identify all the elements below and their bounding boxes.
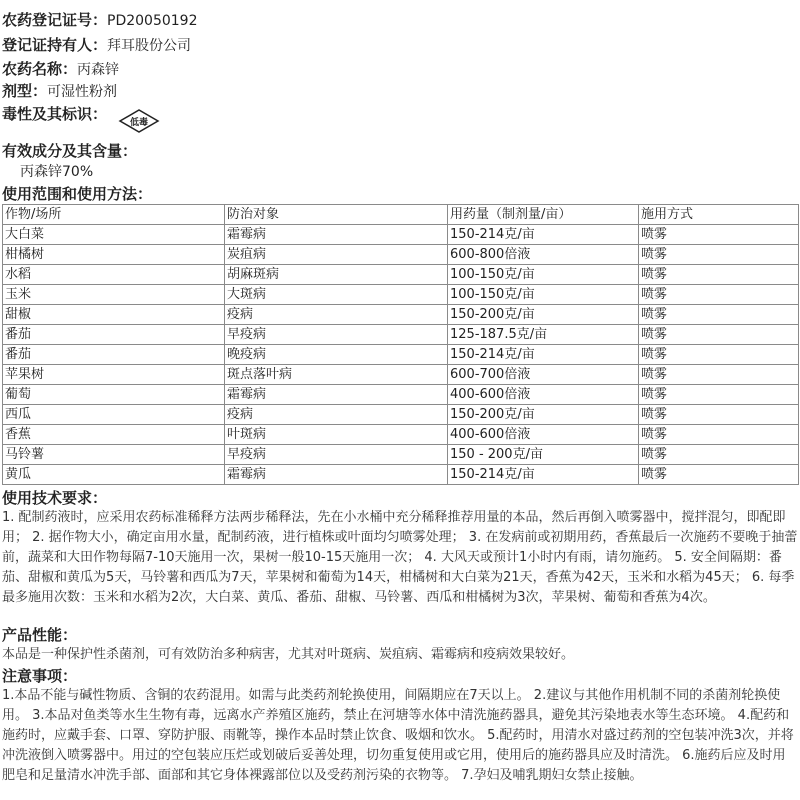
cell-dosage: 100-150克/亩 <box>448 265 639 285</box>
cell-dosage: 150-200克/亩 <box>448 405 639 425</box>
registration-holder-value: 拜耳股份公司 <box>107 38 192 54</box>
cell-target: 霜霉病 <box>225 465 448 485</box>
cell-method: 喷雾 <box>639 445 799 465</box>
usage-table-header-row <box>3 205 799 225</box>
table-row <box>3 245 799 265</box>
cell-method: 喷雾 <box>639 365 799 385</box>
performance-text: 本品是一种保护性杀菌剂，可有效防治多种病害，尤其对叶斑病、炭疽病、霜霉病和疫病效果较好。 <box>2 647 575 662</box>
cell-method: 喷雾 <box>639 305 799 325</box>
technique-text: 1. 配制药液时，应采用农药标准稀释方法两步稀释法，先在小水桶中充分稀释推荐用量的本品，然后再倒入喷雾器中，搅拌混匀，即配即用； 2. 据作物大小，确定亩用水量，配制药液，进行植株或叶面均匀喷雾处理； 3. 在发病前或初期用药，香蕉最后一次施药不要晚于抽蕾前，蔬菜和大田作物每隔7-10天施用一次，果树一般10-15天施用一次； 4. 大风天或预计1小时内有雨，请勿施药。 5. 安全间隔期：番茄、甜椒和黄瓜为5天，马铃薯和西瓜为7天，苹果树和葡萄为14天，柑橘树和大白菜为21天，香蕉为42天，玉米和水稻为45天； 6. 每季最多施用次数：玉米和水稻为2次，大白菜、黄瓜、番茄、甜椒、马铃薯、西瓜和柑橘树为3次，苹果树、葡萄和香蕉为4次。 <box>2 510 798 605</box>
cell-target: 早疫病 <box>225 445 448 465</box>
cell-crop: 番茄 <box>3 345 225 365</box>
pesticide-name-label: 农药名称： <box>2 60 78 78</box>
table-row <box>3 425 799 445</box>
cell-method: 喷雾 <box>639 245 799 265</box>
cell-target: 疫病 <box>225 305 448 325</box>
notes-text: 1.本品不能与碱性物质、含铜的农药混用。如需与此类药剂轮换使用，间隔期应在7天以上。 2.建议与其他作用机制不同的杀菌剂轮换使用。 3.本品对鱼类等水生生物有毒，远离水产养殖区施药，禁止在河塘等水体中清洗施药器具，避免其污染地表水等生态环境。 4.配药和施药时，应戴手套、口罩、穿防护服、雨靴等，操作本品时禁止饮食、吸烟和饮水。 5.配药时，用清水对盛过药剂的空包装冲洗3次，并将冲洗液倒入喷雾器中。用过的空包装应压烂或划破后妥善处理，切勿重复使用或它用，使用后的施药器具应及时清洗。 6.施药后应及时用肥皂和足量清水冲洗手部、面部和其它身体裸露部位以及受药剂污染的衣物等。 7.孕妇及哺乳期妇女禁止接触。 <box>2 688 794 783</box>
column-header-dosage: 用药量（制剂量/亩） <box>448 205 639 225</box>
ingredient-value: 丙森锌70% <box>20 164 94 180</box>
cell-crop: 柑橘树 <box>3 245 225 265</box>
cell-dosage: 150-200克/亩 <box>448 305 639 325</box>
cell-method: 喷雾 <box>639 285 799 305</box>
registration-number-line <box>2 10 198 31</box>
cell-target: 胡麻斑病 <box>225 265 448 285</box>
table-row <box>3 385 799 405</box>
low-toxicity-badge-icon <box>118 108 160 134</box>
cell-crop: 马铃薯 <box>3 445 225 465</box>
usage-heading: 使用范围和使用方法： <box>2 185 153 203</box>
cell-crop: 甜椒 <box>3 305 225 325</box>
cell-method: 喷雾 <box>639 425 799 445</box>
formulation-line <box>2 81 117 102</box>
pesticide-name-line <box>2 59 119 80</box>
cell-method: 喷雾 <box>639 325 799 345</box>
formulation-label: 剂型： <box>2 82 48 100</box>
column-header-crop: 作物/场所 <box>3 205 225 225</box>
low-toxicity-badge-text: 低毒 <box>129 118 149 128</box>
toxicity-label: 毒性及其标识： <box>2 105 108 123</box>
cell-target: 霜霉病 <box>225 385 448 405</box>
cell-crop: 西瓜 <box>3 405 225 425</box>
registration-holder-label: 登记证持有人： <box>2 36 108 54</box>
cell-target: 炭疽病 <box>225 245 448 265</box>
cell-dosage: 400-600倍液 <box>448 385 639 405</box>
table-row <box>3 465 799 485</box>
cell-dosage: 150 - 200克/亩 <box>448 445 639 465</box>
cell-dosage: 600-800倍液 <box>448 245 639 265</box>
cell-crop: 玉米 <box>3 285 225 305</box>
registration-number-value: PD20050192 <box>107 13 198 29</box>
table-row <box>3 365 799 385</box>
performance-heading: 产品性能： <box>2 626 78 644</box>
cell-target: 疫病 <box>225 405 448 425</box>
cell-method: 喷雾 <box>639 225 799 245</box>
cell-method: 喷雾 <box>639 265 799 285</box>
usage-table-body <box>3 225 799 485</box>
table-row <box>3 345 799 365</box>
pesticide-name-value: 丙森锌 <box>77 62 120 78</box>
cell-method: 喷雾 <box>639 465 799 485</box>
column-header-target: 防治对象 <box>225 205 448 225</box>
cell-method: 喷雾 <box>639 345 799 365</box>
cell-method: 喷雾 <box>639 385 799 405</box>
cell-target: 霜霉病 <box>225 225 448 245</box>
cell-crop: 大白菜 <box>3 225 225 245</box>
table-row <box>3 405 799 425</box>
cell-target: 叶斑病 <box>225 425 448 445</box>
cell-method: 喷雾 <box>639 405 799 425</box>
column-header-method: 施用方式 <box>639 205 799 225</box>
cell-target: 大斑病 <box>225 285 448 305</box>
formulation-value: 可湿性粉剂 <box>47 84 118 100</box>
cell-dosage: 125-187.5克/亩 <box>448 325 639 345</box>
cell-dosage: 100-150克/亩 <box>448 285 639 305</box>
cell-crop: 香蕉 <box>3 425 225 445</box>
ingredient-heading: 有效成分及其含量： <box>2 142 138 160</box>
table-row <box>3 305 799 325</box>
table-row <box>3 285 799 305</box>
cell-dosage: 150-214克/亩 <box>448 465 639 485</box>
cell-dosage: 400-600倍液 <box>448 425 639 445</box>
cell-target: 早疫病 <box>225 325 448 345</box>
toxicity-line <box>2 104 107 125</box>
table-row <box>3 265 799 285</box>
cell-dosage: 600-700倍液 <box>448 365 639 385</box>
cell-crop: 苹果树 <box>3 365 225 385</box>
registration-holder-line <box>2 35 191 56</box>
cell-dosage: 150-214克/亩 <box>448 345 639 365</box>
usage-table <box>2 204 799 485</box>
technique-heading: 使用技术要求： <box>2 489 108 507</box>
cell-target: 晚疫病 <box>225 345 448 365</box>
cell-crop: 黄瓜 <box>3 465 225 485</box>
table-row <box>3 225 799 245</box>
cell-crop: 番茄 <box>3 325 225 345</box>
table-row <box>3 445 799 465</box>
cell-crop: 水稻 <box>3 265 225 285</box>
notes-heading: 注意事项： <box>2 667 78 685</box>
cell-target: 斑点落叶病 <box>225 365 448 385</box>
cell-dosage: 150-214克/亩 <box>448 225 639 245</box>
cell-crop: 葡萄 <box>3 385 225 405</box>
table-row <box>3 325 799 345</box>
registration-number-label: 农药登记证号： <box>2 11 108 29</box>
